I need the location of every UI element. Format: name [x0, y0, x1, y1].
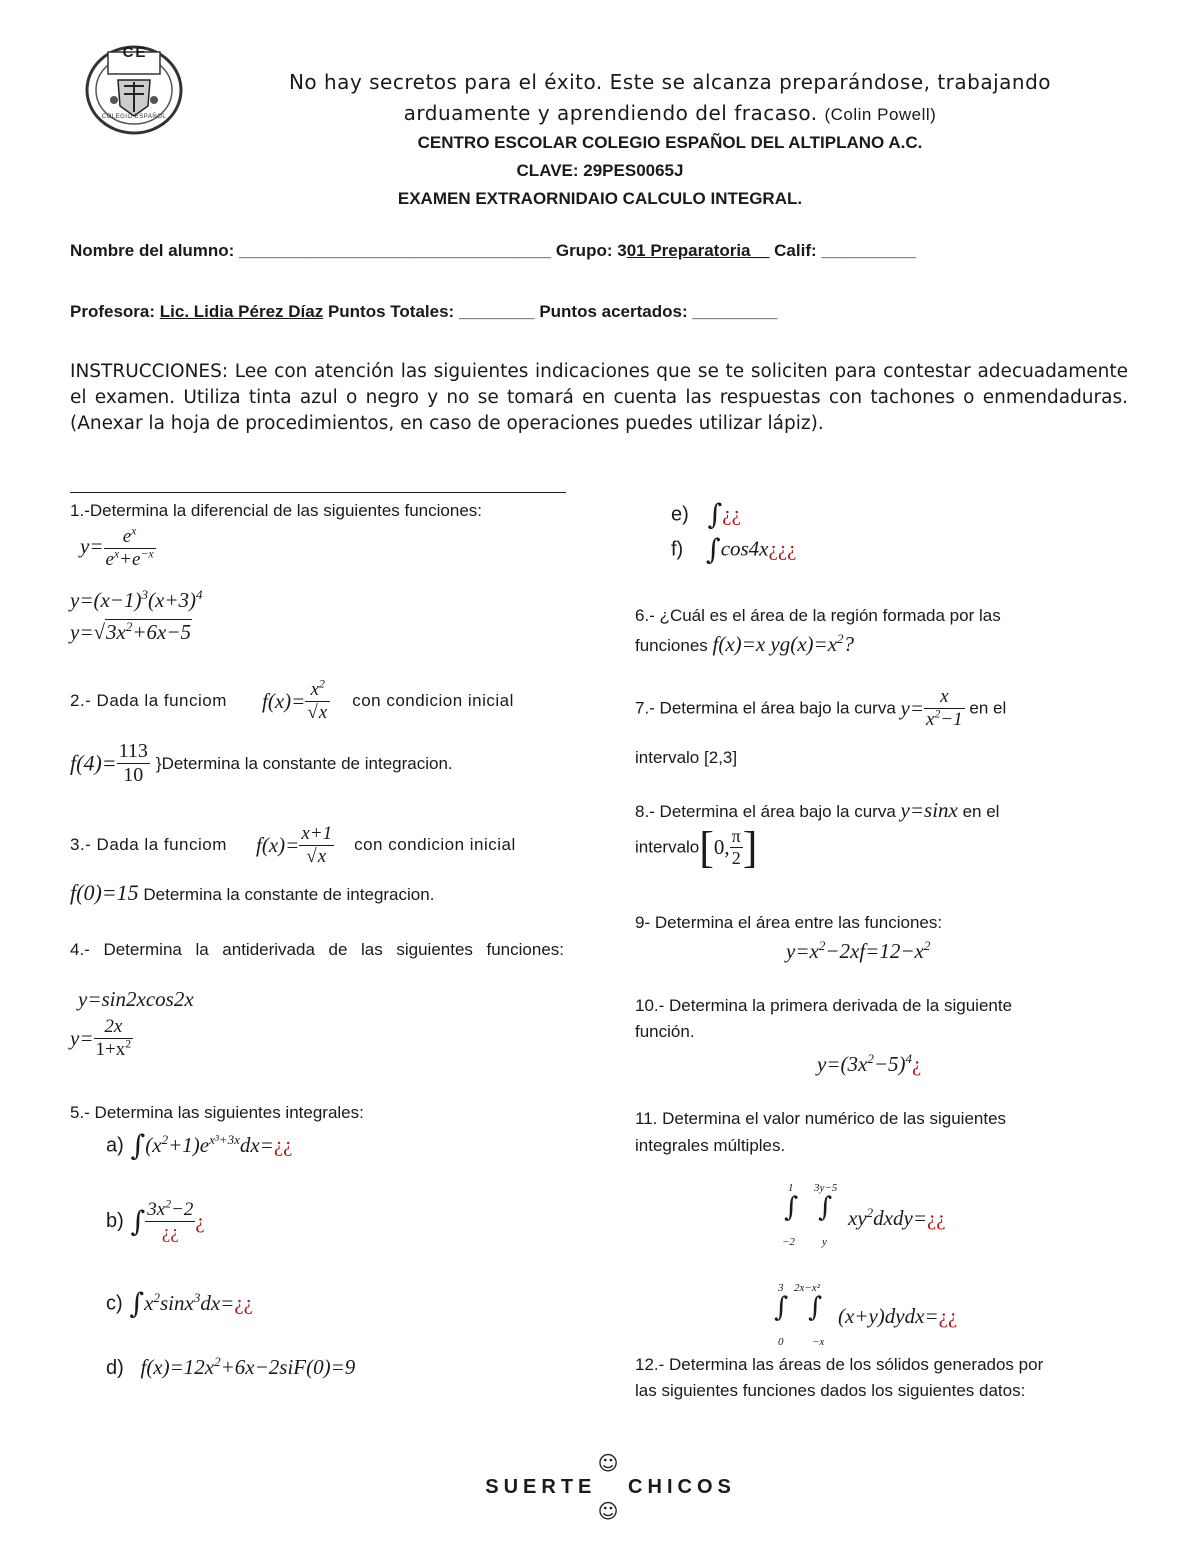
q7-den-sup: 2	[934, 707, 941, 721]
q11-i1-up1: 1	[788, 1182, 794, 1194]
grupo-prefix: 3	[617, 241, 627, 260]
q11-i1-lo2: y	[822, 1236, 827, 1248]
integral-sign: ∫	[129, 1287, 145, 1320]
q5-a-label: a)	[106, 1134, 124, 1157]
puntos-acertados-field[interactable]: _________	[692, 302, 778, 321]
teacher-info-line	[70, 302, 777, 322]
q1-f3-lhs: y=√	[70, 620, 106, 644]
quote-line1: No hay secretos para el éxito. Este se alcanza preparándose, trabajando	[288, 70, 1052, 94]
q3-num: x+1	[301, 823, 333, 844]
q10-line1: 10.- Determina la primera derivada de la siguiente	[635, 996, 1013, 1015]
q5-b-num-base: 3x	[147, 1199, 166, 1220]
q2-fx: f(x)=	[262, 688, 306, 713]
exam-title: EXAMEN EXTRAORNIDAIO CALCULO INTEGRAL.	[397, 189, 803, 208]
q4-f2-den-sup: 2	[125, 1037, 132, 1051]
q1-f3	[70, 620, 192, 645]
q2-f4-den: 10	[123, 764, 144, 786]
q5-b-label: b)	[106, 1209, 124, 1232]
q10-e2: −5)	[873, 1052, 906, 1076]
puntos-totales-label: Puntos Totales:	[327, 302, 455, 321]
q1-text: 1.-Determina la diferencial de las siguientes funciones:	[70, 501, 483, 520]
q10-s1: 2	[867, 1051, 874, 1066]
q11-line1: 11. Determina el valor numérico de las siguientes	[635, 1109, 1007, 1128]
q6-line1: 6.- ¿Cuál es el área de la región formada por las	[635, 606, 1001, 625]
q1-f1-den	[104, 549, 156, 571]
q1-f1-den-sup2: −x	[140, 547, 154, 561]
q3-line2	[70, 880, 434, 906]
q3-text3: Determina la constante de integracion.	[143, 885, 435, 904]
q11-i2-up1: 3	[778, 1282, 784, 1294]
q11-i2-up2: 2x−x²	[794, 1282, 820, 1294]
q3-text1: 3.- Dada la funciom	[70, 835, 227, 855]
q5-text: 5.- Determina las siguientes integrales:	[70, 1103, 364, 1122]
q7-den-tail: −1	[940, 708, 963, 730]
q2-num-base: x	[310, 679, 320, 700]
prof-name: Lic. Lidia Pérez Díaz	[159, 302, 324, 321]
q2-text1: 2.- Dada la funciom	[70, 691, 227, 711]
integral-sign: ∫	[707, 498, 723, 531]
q5-f-glyph: ¿¿¿	[768, 536, 797, 561]
school-name: CENTRO ESCOLAR COLEGIO ESPAÑOL DEL ALTIPLANO A.C.	[417, 133, 923, 152]
q11-i1-tail: dxdy=	[873, 1206, 927, 1230]
q2-line2	[70, 740, 453, 787]
name-field[interactable]: _________________________________	[239, 241, 552, 260]
q7-den-base: x	[926, 708, 935, 730]
q7-den	[924, 709, 965, 731]
q5-a-mid: +1)e	[168, 1132, 210, 1157]
q5-a-glyph: ¿¿	[273, 1132, 293, 1157]
q1-f3-b: +6x−5	[132, 620, 192, 644]
q5-b-den: ¿¿	[161, 1221, 179, 1243]
q1-f1-den-plus: +e	[119, 548, 141, 570]
q2-num-sup: 2	[319, 677, 325, 691]
q11-i1-body-text: xy	[848, 1206, 867, 1230]
q4-f2-lhs: y=	[70, 1025, 94, 1050]
q5-a-tail: dx=	[239, 1132, 274, 1157]
q2-text2: con condicion inicial	[352, 691, 514, 711]
q12-line1: 12.- Determina las áreas de los sólidos generados por	[635, 1355, 1044, 1374]
q1-f2-exp1: 3	[141, 587, 148, 602]
q6-expr: f(x)=x yg(x)=x	[712, 632, 838, 656]
q11-integral-2	[770, 1282, 1030, 1352]
q11-i1-sup: 2	[866, 1205, 874, 1220]
q5-f	[671, 533, 796, 566]
q7-num: x	[924, 686, 965, 709]
q8-line2	[635, 822, 757, 873]
q5-a-exp: x³+3x	[209, 1131, 240, 1147]
clave: CLAVE: 29PES0065J	[516, 161, 684, 180]
q8-text2: en el	[962, 802, 1000, 821]
q5-f-label: f)	[671, 538, 684, 561]
q6-tail: ?	[843, 632, 855, 656]
q5-c	[106, 1287, 253, 1320]
q3-fx: f(x)=	[256, 832, 300, 857]
q11-i2-body-text: (x+y)dydx=	[838, 1304, 939, 1328]
q2-num	[305, 679, 330, 702]
q1-f1-num	[104, 526, 156, 549]
q1-f3-a: 3x	[106, 620, 126, 644]
integral-sign: ∫	[818, 1192, 833, 1223]
q11-line2: integrales múltiples.	[635, 1136, 786, 1155]
q1-f3-a-sup: 2	[125, 619, 133, 634]
q7-line2: intervalo [2,3]	[635, 748, 738, 767]
smiley-icon: ☺	[597, 1499, 624, 1523]
bracket-left: [	[699, 823, 714, 872]
q9-s1: 2	[818, 938, 826, 953]
integral-sign: ∫	[784, 1192, 799, 1223]
q5-b-glyph: ¿	[195, 1208, 205, 1233]
q2-den: √x	[307, 701, 328, 723]
logo-ring-text: COLEGIO ESPAÑOL	[101, 114, 167, 120]
q5-b-num	[145, 1199, 195, 1222]
q8-expr: y=sinx	[900, 798, 958, 822]
q1-f2-b: (x+3)	[148, 588, 196, 612]
q4-text	[70, 937, 564, 963]
q5-d-sup: 2	[214, 1354, 221, 1369]
footer	[0, 1428, 1200, 1524]
footer-text: SUERTE CHICOS	[485, 1476, 736, 1498]
q5-c-mid: sinx	[159, 1290, 194, 1315]
quote-author: (Colin Powell)	[824, 105, 937, 124]
grupo-blank: __	[750, 241, 770, 260]
q5-b-num-sup: 2	[165, 1197, 172, 1211]
q5-c-sup: 2	[153, 1289, 160, 1305]
q5-e-glyph: ¿¿	[722, 501, 741, 526]
integral-sign: ∫	[130, 1129, 146, 1162]
q4-f2-den	[94, 1039, 134, 1061]
quote-text: arduamente y aprendiendo del fracaso.	[403, 101, 818, 125]
q5-b-num-tail: −2	[171, 1199, 194, 1220]
prof-label: Profesora:	[70, 302, 156, 321]
q5-d	[106, 1355, 355, 1380]
grupo-label: Grupo:	[555, 241, 613, 260]
q5-d-label: d)	[106, 1357, 124, 1379]
q9-text: 9- Determina el área entre las funciones:	[635, 913, 943, 932]
integral-sign: ∫	[774, 1292, 789, 1323]
q11-i2-body	[838, 1304, 957, 1329]
q7-text2: en el	[969, 698, 1007, 718]
q5-e	[671, 498, 741, 531]
instructions: INSTRUCCIONES: Lee con atención las siguientes indicaciones que se te soliciten para contestar adecuadamente el examen. Utiliza tinta azul o negro y no se tomará en cuenta las respuestas con tachones o enmendaduras. (Anexar la hoja de procedimientos, en caso de operaciones puedes utilizar lápiz).	[70, 361, 1128, 434]
q4-f2-num: 2x	[94, 1016, 134, 1039]
q1-f1-den-base: e	[105, 548, 114, 570]
q11-i1-glyph: ¿¿	[926, 1206, 946, 1230]
logo-text: CE	[122, 44, 148, 61]
q1-f1	[80, 526, 156, 571]
q2-den-x: x	[318, 701, 328, 723]
q6-text2: funciones	[635, 636, 708, 655]
q5-d-tail: +6x−2siF(0)=9	[220, 1355, 356, 1379]
q4-text-content: 4.- Determina la antiderivada de las siguientes funciones:	[70, 940, 564, 959]
q3-den: √x	[306, 845, 327, 867]
q2-line1	[70, 679, 566, 724]
q5-c-sup2: 3	[193, 1289, 201, 1305]
integral-sign: ∫	[808, 1292, 823, 1323]
q11-i2-glyph: ¿¿	[938, 1304, 958, 1328]
q7-line1	[635, 686, 1006, 731]
quote-line2	[200, 101, 1140, 125]
q10-line2: función.	[635, 1022, 695, 1041]
q10-e1: y=(3x	[817, 1052, 868, 1076]
q5-e-label: e)	[671, 503, 689, 526]
q5-c-glyph: ¿¿	[234, 1290, 253, 1315]
q10-expr	[817, 1052, 921, 1077]
q11-i1-lo1: −2	[782, 1236, 795, 1248]
q11-integral-1	[780, 1182, 1020, 1252]
integral-sign: ∫	[705, 533, 721, 566]
q2-f4-num: 113	[118, 740, 148, 762]
q5-c-label: c)	[106, 1292, 123, 1315]
q1-f1-lhs: y=	[80, 534, 104, 559]
name-label: Nombre del alumno:	[70, 241, 235, 260]
q11-i1-body	[848, 1206, 946, 1231]
q5-a-expr: (x	[145, 1132, 162, 1157]
grupo-value: 01 Preparatoria	[626, 241, 751, 260]
q5-b	[106, 1199, 205, 1244]
divider	[70, 492, 566, 493]
q5-c-expr: x	[144, 1290, 154, 1315]
q8-pi: π	[731, 826, 741, 847]
calif-label: Calif:	[774, 241, 817, 260]
q9-e2: −2xf=12−x	[825, 939, 924, 963]
q12-line2: las siguientes funciones dados los siguientes datos:	[635, 1381, 1026, 1400]
smiley-icon: ☺	[597, 1451, 624, 1475]
q5-a-sup: 2	[161, 1131, 169, 1147]
calif-field[interactable]: __________	[821, 241, 916, 260]
q1-f1-num-base: e	[122, 526, 132, 547]
q1-f2	[70, 588, 203, 613]
q9-expr	[786, 939, 930, 964]
q6-line2	[635, 631, 854, 659]
q10-glyph: ¿	[912, 1052, 922, 1076]
q5-c-tail: dx=	[200, 1290, 235, 1315]
q1-f2-a: y=(x−1)	[70, 588, 142, 612]
q8-text1: 8.- Determina el área bajo la curva	[635, 802, 896, 821]
q8-line1	[635, 797, 999, 825]
puntos-acertados-label: Puntos acertados:	[539, 302, 688, 321]
integral-sign: ∫	[130, 1204, 146, 1238]
q8-text3: intervalo	[635, 837, 700, 857]
q1-f1-num-sup: x	[131, 524, 137, 538]
q5-f-expr: cos4x	[720, 536, 769, 561]
q1-f2-exp2: 4	[195, 587, 203, 602]
q3-f0: f(0)=15	[70, 880, 139, 905]
bracket-right: ]	[742, 823, 758, 872]
puntos-totales-field[interactable]: ________	[458, 302, 535, 321]
q2-f4: f(4)=	[70, 750, 117, 776]
q3-text2: con condicion inicial	[354, 835, 516, 855]
q11-i1-up2: 3y−5	[814, 1182, 838, 1194]
q8-two: 2	[731, 848, 741, 868]
q7-lhs: y=	[900, 695, 925, 720]
q9-s2: 2	[923, 938, 931, 953]
student-info-line	[70, 241, 916, 261]
q3-den-x: x	[317, 845, 327, 867]
q11-i2-lo1: 0	[778, 1336, 784, 1348]
q8-interval-a: 0,	[713, 835, 730, 859]
q7-text1: 7.- Determina el área bajo la curva	[635, 698, 896, 718]
q9-e1: y=x	[786, 939, 819, 963]
q3-line1	[70, 823, 566, 868]
q6-sup: 2	[837, 631, 844, 646]
q4-f2-den-base: 1+x	[95, 1038, 126, 1060]
q11-i2-lo2: −x	[812, 1336, 825, 1348]
q4-f2	[70, 1016, 133, 1061]
q4-f1: y=sin2xcos2x	[78, 987, 194, 1011]
q2-text3: }Determina la constante de integracion.	[155, 753, 453, 773]
q10-s2: 4	[905, 1051, 913, 1066]
q5-a	[106, 1129, 293, 1162]
q1-f1-den-sup1: x	[113, 547, 120, 561]
q5-d-expr: f(x)=12x	[140, 1355, 215, 1379]
